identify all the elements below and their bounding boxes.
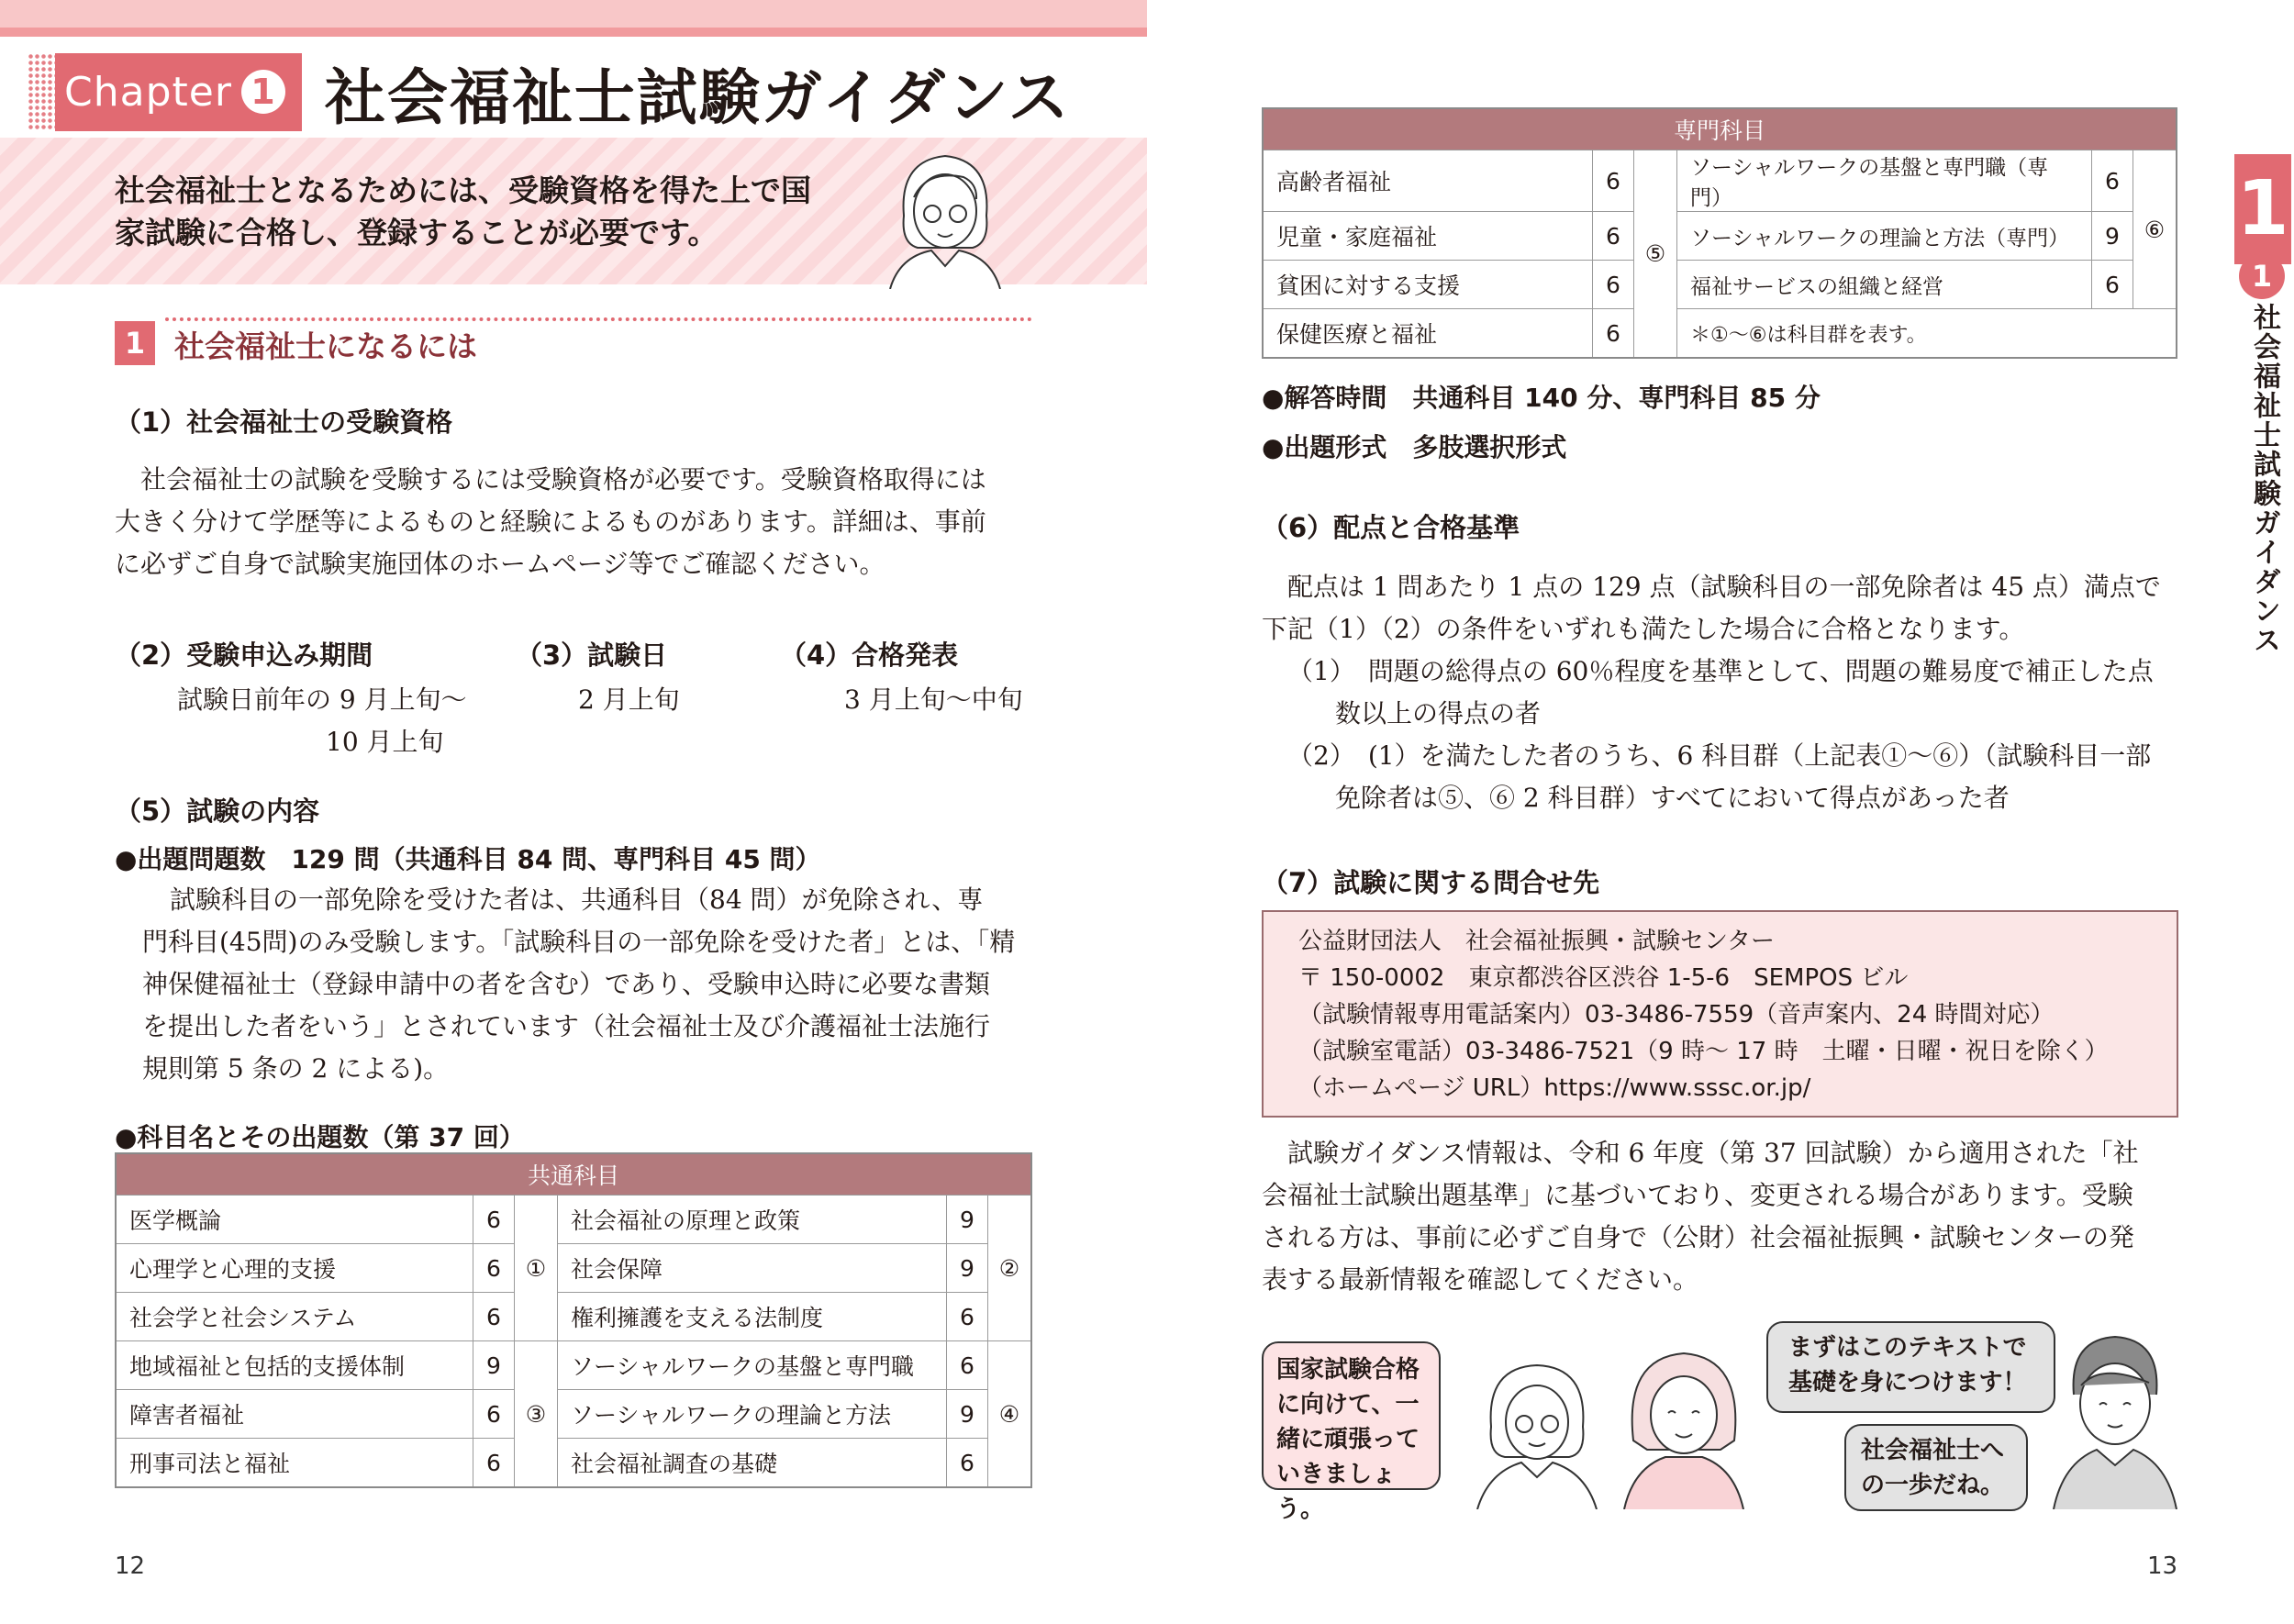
q2-line2: 10 月上旬 <box>326 727 444 757</box>
speech-bubble-left <box>1262 1341 1441 1523</box>
section-title: 社会福祉士になるには <box>174 328 477 364</box>
page-number-right: 13 <box>2147 1552 2178 1580</box>
group-cell: ⑥ <box>2133 150 2177 309</box>
bubble-line: に向けて、一 <box>1276 1391 1420 1418</box>
bubble-line: まずはこのテキストで <box>1788 1334 2027 1362</box>
q5-heading: （5）試験の内容 <box>115 795 320 827</box>
bubble-line: 国家試験合格 <box>1276 1356 1420 1384</box>
teacher-illustration-small <box>1468 1349 1606 1509</box>
count-cell: 9 <box>947 1244 988 1293</box>
speech-bubble-middle <box>1766 1321 2055 1413</box>
count-cell: 9 <box>947 1196 988 1244</box>
subject-cell: 社会学と社会システム <box>116 1293 473 1341</box>
table-header: 共通科目 <box>116 1153 1031 1196</box>
subject-cell: 刑事司法と福祉 <box>116 1439 473 1488</box>
chapter-header <box>28 50 1071 133</box>
q5-bullet-count: ●出題問題数 129 問（共通科目 84 問、専門科目 45 問） <box>115 844 821 874</box>
count-cell: 6 <box>473 1293 515 1341</box>
side-tab-title: 社会福祉士試験ガイダンス <box>2248 303 2280 655</box>
q5-line: 規則第 5 条の 2 による)。 <box>142 1053 450 1084</box>
speech-bubble-right <box>1844 1424 2028 1511</box>
bubble-line: 社会福祉士へ <box>1861 1437 2005 1464</box>
intro-text <box>115 170 876 254</box>
bubble-line: 緒に頑張って <box>1276 1426 1420 1453</box>
contact-line: （試験室電話）03-3486-7521（9 時〜 17 時 土曜・日曜・祝日を除く） <box>1298 1038 2109 1065</box>
section-divider <box>165 317 1032 321</box>
subject-cell: 心理学と心理的支援 <box>116 1244 473 1293</box>
answer-time: ●解答時間 共通科目 140 分、専門科目 85 分 <box>1262 383 1821 413</box>
q6-line: 下記（1）（2）の条件をいずれも満たした場合に合格となります。 <box>1262 614 2025 644</box>
count-cell: 6 <box>473 1244 515 1293</box>
q4-value: 3 月上旬〜中旬 <box>844 684 1023 715</box>
chapter-dots <box>28 53 55 131</box>
q5-bullet-subjects: ●科目名とその出題数（第 37 回） <box>115 1122 525 1152</box>
q6-condition: 免除者は⑤、⑥ 2 科目群）すべてにおいて得点があった者 <box>1335 783 2010 813</box>
contact-box <box>1262 910 2178 1118</box>
bubble-line: いきましょう。 <box>1276 1461 1397 1523</box>
count-cell: 6 <box>1593 309 1634 359</box>
q3-value: 2 月上旬 <box>578 684 680 715</box>
table-row <box>116 1341 1031 1390</box>
q1-line: 社会福祉士の試験を受験するには受験資格が必要です。受験資格取得には <box>140 464 986 495</box>
q6-body <box>1262 566 2179 819</box>
page-number-left: 12 <box>115 1552 146 1580</box>
chapter-number: 1 <box>241 70 285 114</box>
q1-heading: （1）社会福祉士の受験資格 <box>115 406 453 438</box>
table-row <box>1263 261 2177 309</box>
q5-line: 神保健福祉士（登録申請中の者を含む）であり、受験申込時に必要な書類 <box>142 969 991 999</box>
table-row <box>116 1244 1031 1293</box>
count-cell: 6 <box>2092 261 2133 309</box>
question-format: ●出題形式 多肢選択形式 <box>1262 432 1567 462</box>
subject-cell: 貧困に対する支援 <box>1263 261 1593 309</box>
top-band-accent <box>0 28 1147 37</box>
table-header: 専門科目 <box>1263 108 2177 150</box>
subject-cell: 保健医療と福祉 <box>1263 309 1593 359</box>
subject-cell: 障害者福祉 <box>116 1390 473 1439</box>
student-boy-illustration <box>2046 1326 2184 1509</box>
section-side-number: 1 <box>2239 253 2285 299</box>
subject-cell: 権利擁護を支える法制度 <box>558 1293 947 1341</box>
subject-cell: 医学概論 <box>116 1196 473 1244</box>
count-cell: 9 <box>473 1341 515 1390</box>
group-cell: ② <box>988 1196 1032 1341</box>
table-footnote: ＊①〜⑥は科目群を表す。 <box>1690 323 1927 347</box>
intro-line: 家試験に合格し、登録することが必要です。 <box>115 215 718 250</box>
subject-cell: ソーシャルワークの基盤と専門職 <box>558 1341 947 1390</box>
note-line: 表する最新情報を確認してください。 <box>1262 1264 1699 1295</box>
q3-heading: （3）試験日 <box>516 640 668 671</box>
count-cell: 6 <box>1593 261 1634 309</box>
group-cell: ④ <box>988 1341 1032 1488</box>
count-cell: 6 <box>473 1196 515 1244</box>
note-line: 試験ガイダンス情報は、令和 6 年度（第 37 回試験）から適用された「社 <box>1287 1138 2139 1168</box>
count-cell: 6 <box>1593 212 1634 261</box>
count-cell: 6 <box>947 1341 988 1390</box>
table-row <box>116 1390 1031 1439</box>
note-body <box>1262 1132 2179 1301</box>
table-row <box>1263 212 2177 261</box>
note-line: 会福祉士試験出題基準」に基づいており、変更される場合があります。受験 <box>1262 1180 2133 1210</box>
subject-cell: 社会保障 <box>558 1244 947 1293</box>
q6-condition: （1） 問題の総得点の 60％程度を基準として、問題の難易度で補正した点 <box>1287 656 2154 686</box>
q1-line: 大きく分けて学歴等によるものと経験によるものがあります。詳細は、事前 <box>115 506 986 537</box>
q5-body <box>142 879 1041 1090</box>
chapter-badge <box>55 53 302 131</box>
q6-condition: 数以上の得点の者 <box>1335 698 1542 729</box>
count-cell: 6 <box>947 1439 988 1488</box>
q4-heading: （4）合格発表 <box>780 640 959 671</box>
group-cell: ③ <box>515 1341 558 1488</box>
table-row <box>116 1293 1031 1341</box>
count-cell: 9 <box>2092 212 2133 261</box>
q7-heading: （7）試験に関する問合せ先 <box>1262 867 1600 898</box>
table-row <box>1263 309 2177 359</box>
count-cell: 6 <box>947 1293 988 1341</box>
q1-line: に必ずご自身で試験実施団体のホームページ等でご確認ください。 <box>115 549 885 579</box>
special-subjects-table <box>1262 107 2177 359</box>
count-cell: 9 <box>947 1390 988 1439</box>
subject-cell: 福祉サービスの組織と経営 <box>1677 261 2092 309</box>
subject-cell: ソーシャルワークの基盤と専門職（専門） <box>1677 150 2092 212</box>
chapter-side-tab: 1 <box>2234 154 2291 264</box>
count-cell: 6 <box>473 1439 515 1488</box>
group-cell: ① <box>515 1196 558 1341</box>
common-subjects-table <box>115 1152 1032 1488</box>
q2-heading: （2）受験申込み期間 <box>115 640 373 671</box>
subject-cell: 地域福祉と包括的支援体制 <box>116 1341 473 1390</box>
bubble-line: 基礎を身につけます！ <box>1788 1369 2027 1396</box>
student-girl-illustration <box>1615 1340 1753 1509</box>
group-cell: ⑤ <box>1634 150 1677 359</box>
note-line: される方は、事前に必ずご自身で（公財）社会福祉振興・試験センターの発 <box>1262 1222 2134 1252</box>
q5-line: 門科目(45問)のみ受験します。「試験科目の一部免除を受けた者」とは、「精 <box>142 927 1016 957</box>
table-row <box>116 1196 1031 1244</box>
subject-cell: 児童・家庭福祉 <box>1263 212 1593 261</box>
q6-condition: （2） (1）を満たした者のうち、6 科目群（上記表①〜⑥）（試験科目一部 <box>1287 740 2152 771</box>
top-band <box>0 0 1147 28</box>
q5-line: を提出した者をいう」とされています（社会福祉士及び介護福祉士法施行 <box>142 1011 991 1041</box>
contact-line[interactable]: （ホームページ URL）https://www.sssc.or.jp/ <box>1298 1074 1811 1102</box>
count-cell: 6 <box>473 1390 515 1439</box>
teacher-illustration <box>881 142 1009 289</box>
q1-body <box>115 459 1041 585</box>
section-number: 1 <box>115 321 155 365</box>
contact-line: 〒 150-0002 東京都渋谷区渋谷 1-5-6 SEMPOS ビル <box>1298 964 1909 992</box>
q6-heading: （6）配点と合格基準 <box>1262 512 1520 543</box>
contact-line: 公益財団法人 社会福祉振興・試験センター <box>1298 928 1775 955</box>
subject-cell: 社会福祉の原理と政策 <box>558 1196 947 1244</box>
contact-line: （試験情報専用電話案内）03-3486-7559（音声案内、24 時間対応） <box>1298 1001 2055 1029</box>
table-row <box>116 1439 1031 1488</box>
subject-cell: ソーシャルワークの理論と方法 <box>558 1390 947 1439</box>
chapter-title: 社会福祉士試験ガイダンス <box>324 61 1071 133</box>
intro-line: 社会福祉士となるためには、受験資格を得た上で国 <box>115 172 811 208</box>
subject-cell: ソーシャルワークの理論と方法（専門） <box>1677 212 2092 261</box>
q6-line: 配点は 1 問あたり 1 点の 129 点（試験科目の一部免除者は 45 点）満点で <box>1287 572 2161 602</box>
q5-line: 試験科目の一部免除を受けた者は、共通科目（84 問）が免除され、専 <box>170 884 984 915</box>
chapter-label: Chapter <box>64 68 232 116</box>
count-cell: 6 <box>2092 150 2133 212</box>
count-cell: 6 <box>1593 150 1634 212</box>
table-row <box>1263 150 2177 212</box>
subject-cell: 社会福祉調査の基礎 <box>558 1439 947 1488</box>
bubble-line: の一歩だね。 <box>1861 1472 2005 1499</box>
q2-line1: 試験日前年の 9 月上旬〜 <box>177 684 467 715</box>
subject-cell: 高齢者福祉 <box>1263 150 1593 212</box>
